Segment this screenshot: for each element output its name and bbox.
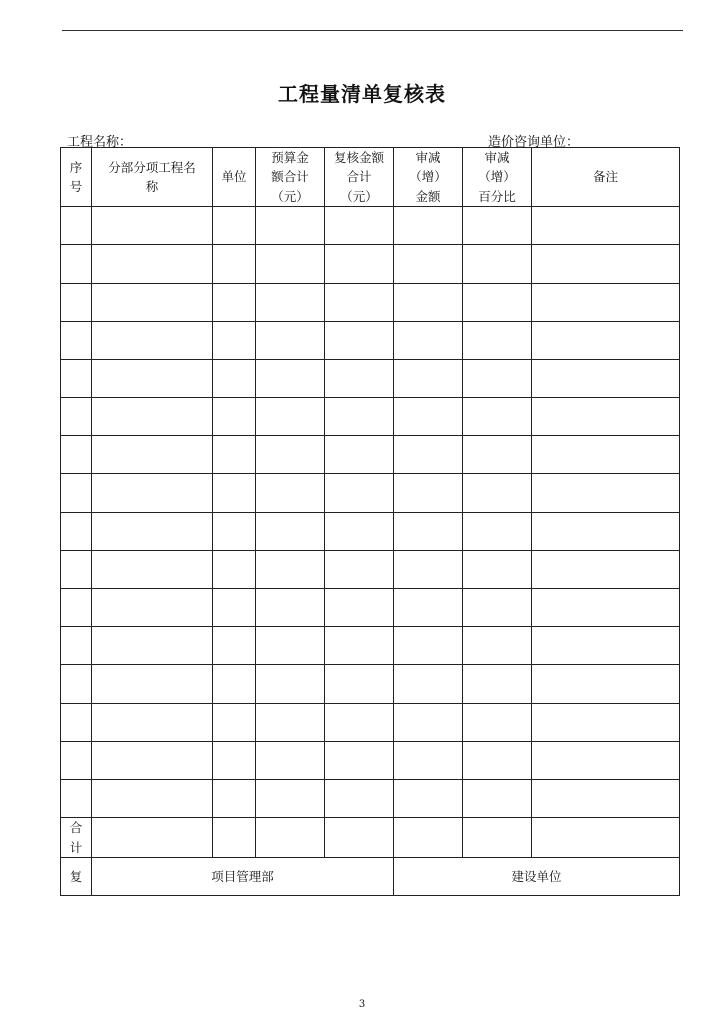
- table-cell[interactable]: [463, 245, 532, 283]
- table-cell[interactable]: [532, 398, 680, 436]
- table-cell[interactable]: [92, 741, 213, 779]
- header-seq: 序 号: [61, 148, 92, 207]
- owner-cell: 建设单位: [394, 857, 680, 895]
- table-cell[interactable]: [394, 779, 463, 817]
- table-cell[interactable]: [394, 474, 463, 512]
- table-row: [61, 474, 680, 512]
- header-diff-amount: 审减 （增） 金额: [394, 148, 463, 207]
- project-dept-cell: 项目管理部: [92, 857, 394, 895]
- table-cell[interactable]: [213, 703, 256, 741]
- table-row: [61, 283, 680, 321]
- table-cell[interactable]: [213, 398, 256, 436]
- table-cell[interactable]: [463, 779, 532, 817]
- table-cell[interactable]: [532, 703, 680, 741]
- table-cell[interactable]: [92, 589, 213, 627]
- table-cell[interactable]: [213, 245, 256, 283]
- table-cell[interactable]: [532, 627, 680, 665]
- table-row: [61, 741, 680, 779]
- table-row: [61, 321, 680, 359]
- table-cell[interactable]: [61, 627, 92, 665]
- table-cell[interactable]: [463, 359, 532, 397]
- table-cell[interactable]: [256, 550, 325, 588]
- header-reviewed-total: 复核金额 合计 （元）: [325, 148, 394, 207]
- table-cell[interactable]: [92, 512, 213, 550]
- total-row: [61, 818, 680, 858]
- table-cell[interactable]: [256, 703, 325, 741]
- table-cell[interactable]: [92, 321, 213, 359]
- table-cell[interactable]: [394, 703, 463, 741]
- table-cell[interactable]: [256, 741, 325, 779]
- table-cell[interactable]: [325, 512, 394, 550]
- table-cell[interactable]: [92, 207, 213, 245]
- sign-label: 复: [61, 857, 92, 895]
- table-cell[interactable]: [256, 779, 325, 817]
- table-cell[interactable]: [256, 589, 325, 627]
- table-cell[interactable]: [394, 436, 463, 474]
- table-cell[interactable]: [92, 703, 213, 741]
- table-cell[interactable]: [61, 245, 92, 283]
- table-cell[interactable]: [213, 359, 256, 397]
- table-cell[interactable]: [61, 474, 92, 512]
- table-cell[interactable]: [325, 665, 394, 703]
- header-row: [61, 148, 680, 207]
- table-cell[interactable]: [92, 245, 213, 283]
- project-name-label: 工程名称：: [67, 135, 133, 150]
- table-cell[interactable]: [325, 818, 394, 858]
- header-remark: 备注: [532, 148, 680, 207]
- table-cell[interactable]: [463, 207, 532, 245]
- table-cell[interactable]: [463, 818, 532, 858]
- table-cell[interactable]: [394, 245, 463, 283]
- header-budget-total: 预算金 额合计 （元）: [256, 148, 325, 207]
- table-cell[interactable]: [256, 398, 325, 436]
- table-cell[interactable]: [92, 627, 213, 665]
- table-cell[interactable]: [532, 207, 680, 245]
- table-cell[interactable]: [256, 321, 325, 359]
- table-cell[interactable]: [256, 436, 325, 474]
- table-cell[interactable]: [394, 818, 463, 858]
- table-cell[interactable]: [463, 741, 532, 779]
- table-cell[interactable]: [532, 665, 680, 703]
- table-row: [61, 665, 680, 703]
- table-cell[interactable]: [325, 207, 394, 245]
- table-cell[interactable]: [213, 474, 256, 512]
- table-cell[interactable]: [463, 512, 532, 550]
- table-cell[interactable]: [394, 665, 463, 703]
- table-cell[interactable]: [325, 779, 394, 817]
- table-cell[interactable]: [325, 245, 394, 283]
- table-cell[interactable]: [325, 398, 394, 436]
- table-cell[interactable]: [325, 741, 394, 779]
- total-label: 合 计: [61, 818, 92, 858]
- table-cell[interactable]: [61, 703, 92, 741]
- page-title: 工程量清单复核表: [278, 82, 446, 106]
- table-cell[interactable]: [325, 321, 394, 359]
- table-row: [61, 245, 680, 283]
- table-cell[interactable]: [325, 627, 394, 665]
- table-cell[interactable]: [325, 283, 394, 321]
- table-cell[interactable]: [213, 207, 256, 245]
- table-cell[interactable]: [394, 398, 463, 436]
- table-cell[interactable]: [463, 398, 532, 436]
- table-cell[interactable]: [92, 779, 213, 817]
- table-cell[interactable]: [532, 283, 680, 321]
- table-cell[interactable]: [92, 359, 213, 397]
- table-cell[interactable]: [394, 207, 463, 245]
- table-cell[interactable]: [532, 779, 680, 817]
- table-cell[interactable]: [92, 283, 213, 321]
- table-cell[interactable]: [92, 818, 213, 858]
- table-row: [61, 779, 680, 817]
- table-cell[interactable]: [463, 703, 532, 741]
- table-cell[interactable]: [213, 665, 256, 703]
- table-cell[interactable]: [256, 245, 325, 283]
- table-cell[interactable]: [213, 741, 256, 779]
- table-cell[interactable]: [325, 436, 394, 474]
- page-number: 3: [358, 999, 366, 1010]
- table-cell[interactable]: [532, 245, 680, 283]
- header-unit: 单位: [213, 148, 256, 207]
- table-cell[interactable]: [394, 589, 463, 627]
- table-row: [61, 398, 680, 436]
- table-cell[interactable]: [92, 550, 213, 588]
- table-cell[interactable]: [213, 589, 256, 627]
- table-cell[interactable]: [92, 436, 213, 474]
- table-row: [61, 627, 680, 665]
- table-cell[interactable]: [213, 436, 256, 474]
- table-cell[interactable]: [213, 779, 256, 817]
- table-body: [61, 207, 680, 896]
- table-row: [61, 550, 680, 588]
- table-cell[interactable]: [61, 398, 92, 436]
- table-cell[interactable]: [256, 665, 325, 703]
- header-diff-percent: 审减 （增） 百分比: [463, 148, 532, 207]
- table-cell[interactable]: [325, 359, 394, 397]
- table-cell[interactable]: [213, 818, 256, 858]
- table-cell[interactable]: [325, 703, 394, 741]
- table-cell[interactable]: [532, 818, 680, 858]
- table-cell[interactable]: [256, 207, 325, 245]
- table-cell[interactable]: [394, 550, 463, 588]
- table-cell[interactable]: [463, 627, 532, 665]
- table-cell[interactable]: [532, 436, 680, 474]
- table-cell[interactable]: [92, 398, 213, 436]
- table-cell[interactable]: [325, 589, 394, 627]
- table-cell[interactable]: [394, 321, 463, 359]
- table-cell[interactable]: [532, 321, 680, 359]
- table-cell[interactable]: [256, 474, 325, 512]
- table-cell[interactable]: [61, 512, 92, 550]
- table-cell[interactable]: [61, 550, 92, 588]
- table-cell[interactable]: [394, 359, 463, 397]
- table-cell[interactable]: [213, 321, 256, 359]
- table-cell[interactable]: [532, 550, 680, 588]
- table-cell[interactable]: [532, 589, 680, 627]
- table-cell[interactable]: [61, 283, 92, 321]
- table-row: [61, 703, 680, 741]
- table-cell[interactable]: [61, 779, 92, 817]
- table-cell[interactable]: [325, 550, 394, 588]
- review-table: [60, 147, 680, 896]
- table-cell[interactable]: [394, 512, 463, 550]
- table-cell[interactable]: [325, 474, 394, 512]
- table-cell[interactable]: [61, 436, 92, 474]
- table-cell[interactable]: [61, 741, 92, 779]
- table-cell[interactable]: [463, 321, 532, 359]
- table-row: [61, 436, 680, 474]
- table-cell[interactable]: [213, 550, 256, 588]
- table-cell[interactable]: [256, 512, 325, 550]
- table-cell[interactable]: [256, 627, 325, 665]
- table-cell[interactable]: [463, 550, 532, 588]
- table-cell[interactable]: [256, 818, 325, 858]
- table-cell[interactable]: [532, 474, 680, 512]
- table-cell[interactable]: [92, 665, 213, 703]
- table-cell[interactable]: [532, 359, 680, 397]
- table-cell[interactable]: [256, 283, 325, 321]
- table-cell[interactable]: [256, 359, 325, 397]
- header-rule: [62, 30, 683, 31]
- table-cell[interactable]: [61, 359, 92, 397]
- table-cell[interactable]: [463, 436, 532, 474]
- table-cell[interactable]: [61, 321, 92, 359]
- table-cell[interactable]: [463, 283, 532, 321]
- table-cell[interactable]: [213, 627, 256, 665]
- header-item-name: 分部分项工程名 称: [92, 148, 213, 207]
- table-cell[interactable]: [394, 627, 463, 665]
- table-cell[interactable]: [61, 207, 92, 245]
- table-cell[interactable]: [92, 474, 213, 512]
- sign-row: [61, 857, 680, 895]
- table-cell[interactable]: [61, 589, 92, 627]
- table-cell[interactable]: [532, 741, 680, 779]
- table-cell[interactable]: [213, 512, 256, 550]
- table-row: [61, 589, 680, 627]
- table-cell[interactable]: [463, 474, 532, 512]
- table-cell[interactable]: [463, 589, 532, 627]
- table-cell[interactable]: [394, 741, 463, 779]
- table-row: [61, 359, 680, 397]
- table-cell[interactable]: [61, 665, 92, 703]
- consultant-label: 造价咨询单位：: [488, 135, 580, 150]
- table-cell[interactable]: [463, 665, 532, 703]
- table-row: [61, 512, 680, 550]
- table-cell[interactable]: [213, 283, 256, 321]
- table-cell[interactable]: [394, 283, 463, 321]
- table-cell[interactable]: [532, 512, 680, 550]
- table-row: [61, 207, 680, 245]
